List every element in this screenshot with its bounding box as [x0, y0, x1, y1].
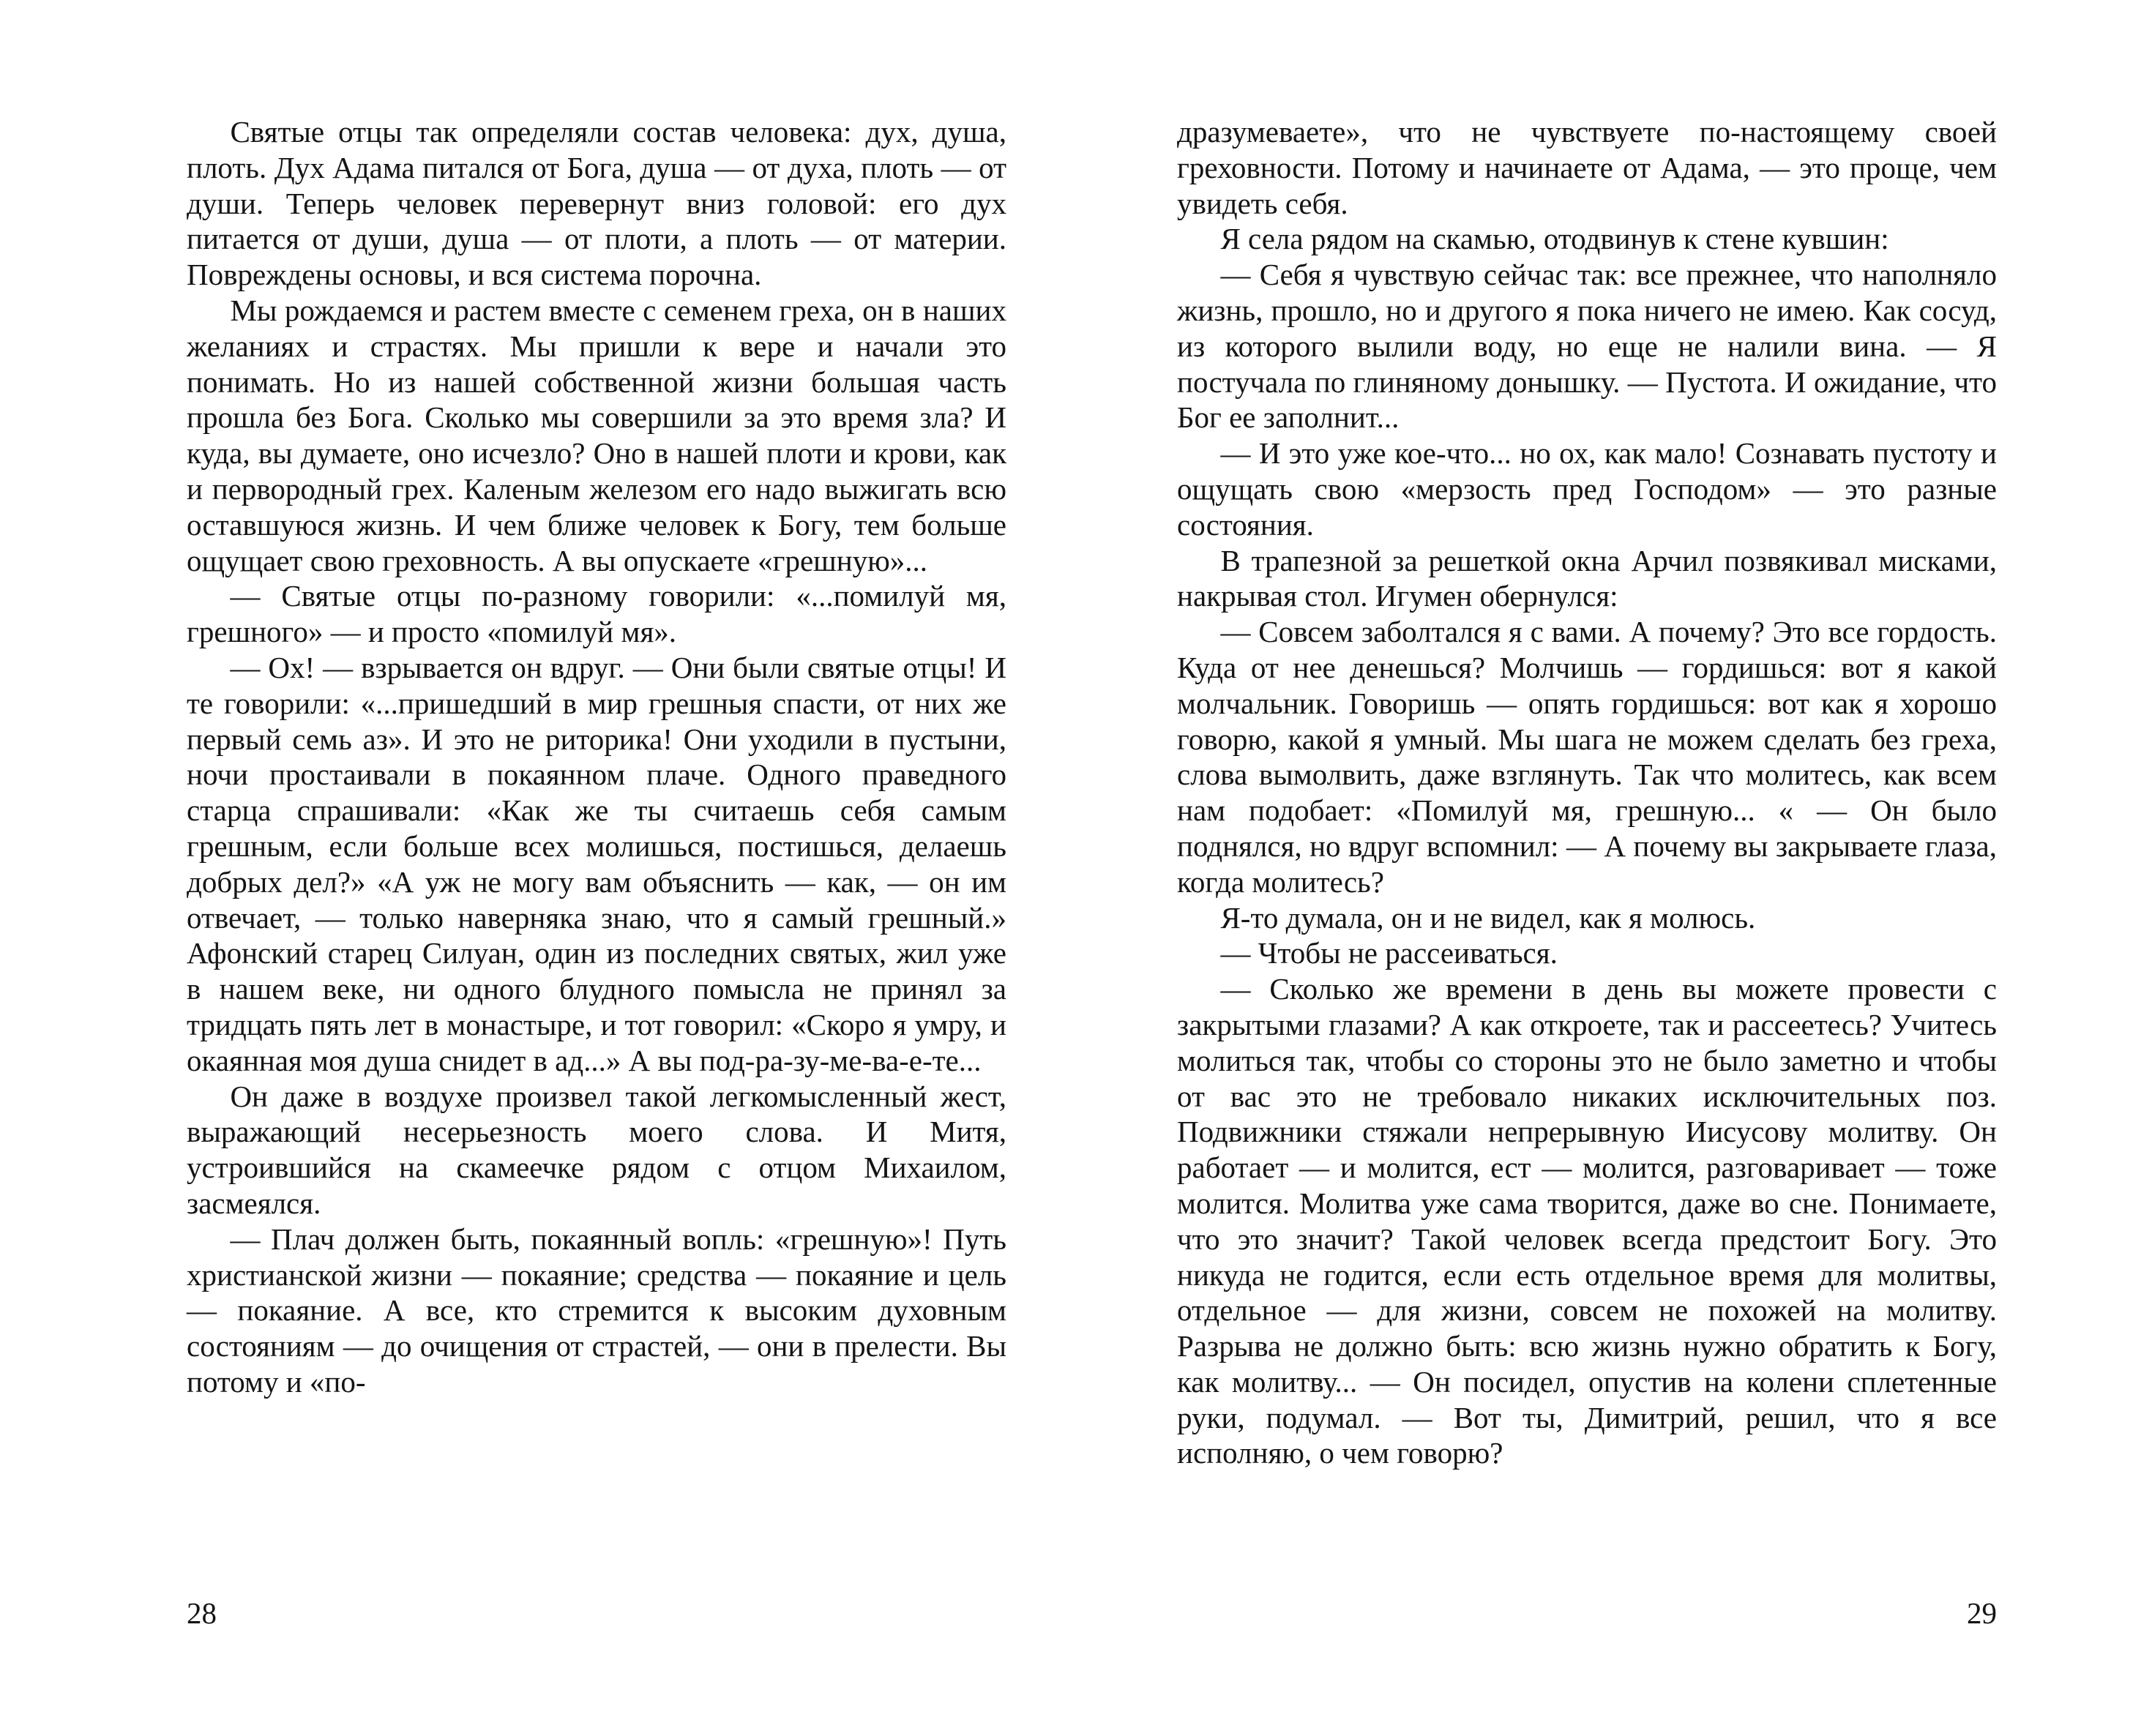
paragraph: Я-то думала, он и не видел, как я молюсь.	[1220, 900, 1756, 935]
paragraph: Святые отцы так определяли состав человека: дух, душа, плоть. Дух Адама питался от Бога, душа — от духа, плоть — от души. Теперь человек перевернут вниз головой: его дух питается от души, душа — от плоти, а плоть — от материи. Повреждены основы, и вся система порочна.	[187, 115, 1006, 292]
paragraph: Он даже в воздухе произвел такой легкомысленный жест, выражающий несерьезность моего слова. И Митя, устроившийся на скамеечке рядом с отцом Михаилом, засмеялся.	[187, 1079, 1006, 1220]
paragraph: — Сколько же времени в день вы можете провести с закрытыми глазами? А как откроете, так и рассеетесь? Учитесь молиться так, чтобы со стороны это не было заметно и чтобы от вас это не требовало никаких исключительных поз. Подвижники стяжали непрерывную Иисусову молитву. Он работает — и молится, ест — молится, разговаривает — тоже молится. Молитва уже сама творится, даже во сне. Понимаете, что это значит? Такой человек всегда предстоит Богу. Это никуда не годится, если есть отдельное время для молитвы, отдельное — для жизни, совсем не похожей на молитву. Разрыва не должно быть: всю жизнь нужно обратить к Богу, как молитву... — Он посидел, опустив на колени сплетенные руки, подумал. — Вот ты, Димитрий, решил, что я все исполняю, о чем говорю?	[1177, 972, 1997, 1470]
right-page	[1177, 0, 1997, 1736]
paragraph: — Плач должен быть, покаянный вопль: «грешную»! Путь христианской жизни — покаяние; средства — покаяние и цель — покаяние. А все, кто стремится к высоким духовным состояниям — до очищения от страстей, — они в прелести. Вы потому и «по-	[187, 1221, 1006, 1399]
paragraph: — И это уже кое-что... но ох, как мало! Сознавать пустоту и ощущать свою «мерзость пред Господом» — это разные состояния.	[1177, 436, 1997, 542]
paragraph: Мы рождаемся и растем вместе с семенем греха, он в наших желаниях и страстях. Мы пришли к вере и начали это понимать. Но из нашей собственной жизни большая часть прошла без Бога. Сколько мы совершили за это время зла? И куда, вы думаете, оно исчезло? Оно в нашей плоти и крови, как и первородный грех. Каленым железом его надо выжигать всю оставшуюся жизнь. И чем ближе человек к Богу, тем больше ощущает свою греховность. А вы опускаете «грешную»...	[187, 293, 1006, 577]
paragraph: Я села рядом на скамью, отодвинув к стене кувшин:	[1220, 222, 1889, 256]
paragraph: — Совсем заболтался я с вами. А почему? Это все гордость. Куда от нее денешься? Молчишь — гордишься: вот я какой молчальник. Говоришь — опять гордишься: вот как я хорошо говорю, какой я умный. Мы шага не можем сделать без греха, слова вымолвить, даже взглянуть. Так что молитесь, как всем нам подобает: «Помилуй мя, грешную... « — Он было поднялся, но вдруг вспомнил: — А почему вы закрываете глаза, когда молитесь?	[1177, 615, 1997, 899]
page-number: 29	[1967, 1596, 1997, 1630]
paragraph: — Чтобы не рассеиваться.	[1220, 936, 1558, 970]
paragraph: — Себя я чувствую сейчас так: все прежнее, что наполняло жизнь, прошло, но и другого я пока ничего не имею. Как сосуд, из которого вылили воду, но еще не налили вина. — Я постучала по глиняному донышку. — Пустота. И ожидание, что Бог ее заполнит...	[1177, 258, 1997, 435]
page-number: 28	[187, 1596, 217, 1630]
paragraph: В трапезной за решеткой окна Арчил позвякивал мисками, накрывая стол. Игумен обернулся:	[1177, 543, 1997, 613]
paragraph-continuation: дразумеваете», что не чувствуете по-настоящему своей греховности. Потому и начинаете от Адама, — это проще, чем увидеть себя.	[1177, 115, 1997, 220]
left-page-text	[187, 114, 1006, 1400]
paragraph: — Ох! — взрывается он вдруг. — Они были святые отцы! И те говорили: «...пришедший в мир грешныя спасти, от них же первый семь аз». И это не риторика! Они уходили в пустыни, ночи простаивали в покаянном плаче. Одного праведного старца спрашивали: «Как же ты считаешь себя самым грешным, если больше всех молишься, постишься, делаешь добрых дел?» «А уж не могу вам объяснить — как, — он им отвечает, — только наверняка знаю, что я самый грешный.» Афонский старец Силуан, один из последних святых, жил уже в нашем веке, ни одного блудного помысла не принял за тридцать пять лет в монастыре, и тот говорил: «Скоро я умру, и окаянная моя душа снидет в ад...» А вы под-ра-зу-ме-ва-е-те...	[187, 650, 1006, 1077]
right-page-text	[1177, 114, 1997, 1471]
paragraph: — Святые отцы по-разному говорили: «...помилуй мя, грешного» — и просто «помилуй мя».	[187, 579, 1006, 649]
left-page	[187, 0, 1006, 1736]
